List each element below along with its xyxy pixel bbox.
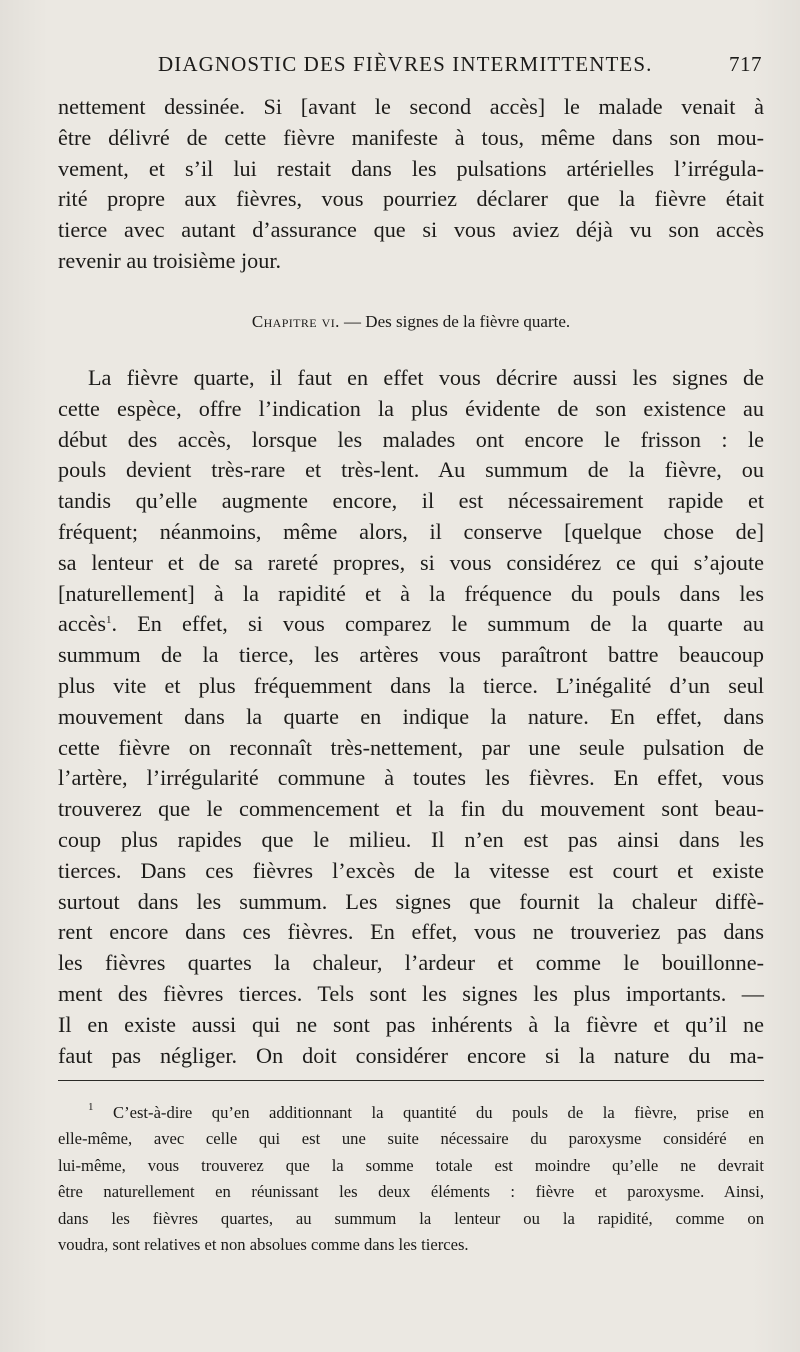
- footnote-reference[interactable]: 1: [106, 614, 112, 627]
- chapter-label: Chapitre vi.: [251, 312, 340, 331]
- text-line: plus vite et plus fréquemment dans la tierce. L’inégalité d’un seul: [58, 672, 764, 698]
- footnote-line: être naturellement en réunissant les deux éléments : fièvre et paroxysme. Ainsi,: [58, 1182, 764, 1202]
- text-line: être délivré de cette fièvre manifeste à tous, même dans son mou-: [58, 124, 764, 150]
- text-line: cette fièvre on reconnaît très-nettement, par une seule pulsation de: [58, 734, 764, 760]
- text-line: rité propre aux fièvres, vous pourriez déclarer que la fièvre était: [58, 186, 764, 212]
- text-line: faut pas négliger. On doit considérer encore si la nature du ma-: [58, 1042, 764, 1068]
- paragraph-quarte-fever: [58, 363, 764, 1071]
- text-line: La fièvre quarte, il faut en effet vous décrire aussi les signes de: [88, 365, 764, 390]
- text-line: fréquent; néanmoins, même alors, il conserve [quelque chose de]: [58, 518, 764, 544]
- text-line: tierces. Dans ces fièvres l’excès de la vitesse est court et existe: [58, 857, 764, 883]
- text-line: tandis qu’elle augmente encore, il est nécessairement rapide et: [58, 488, 764, 514]
- text-fragment: accès: [58, 611, 107, 637]
- text-line: ment des fièvres tierces. Tels sont les signes les plus importants. —: [58, 980, 764, 1006]
- footnote-line: [58, 1100, 764, 1126]
- footnote-line: voudra, sont relatives et non absolues comme dans les tierces.: [58, 1234, 469, 1254]
- chapter-heading: [58, 312, 764, 332]
- footnote-line: lui-même, vous trouverez que la somme totale est moindre qu’elle ne devrait: [58, 1155, 764, 1175]
- text-line: [58, 609, 764, 640]
- page-header: [58, 52, 764, 84]
- chapter-title: — Des signes de la fièvre quarte.: [344, 312, 571, 331]
- paragraph-continuation: [58, 92, 764, 277]
- text-line: tierce avec autant d’assurance que si vous aviez déjà vu son accès: [58, 217, 764, 243]
- text-line: nettement dessinée. Si [avant le second accès] le malade venait à: [58, 94, 764, 119]
- text-line: coup plus rapides que le milieu. Il n’en est pas ainsi dans les: [58, 826, 764, 852]
- running-title: DIAGNOSTIC DES FIÈVRES INTERMITTENTES.: [158, 52, 653, 76]
- text-line: mouvement dans la quarte en indique la nature. En effet, dans: [58, 703, 764, 729]
- text-line: Il en existe aussi qui ne sont pas inhérents à la fièvre et qu’il ne: [58, 1011, 764, 1037]
- text-line: début des accès, lorsque les malades ont encore le frisson : le: [58, 426, 764, 452]
- text-line: [naturellement] à la rapidité et à la fréquence du pouls dans les: [58, 580, 764, 606]
- text-line: summum de la tierce, les artères vous paraîtront battre beaucoup: [58, 642, 764, 668]
- text-line: l’artère, l’irrégularité commune à toutes les fièvres. En effet, vous: [58, 765, 764, 791]
- text-line: revenir au troisième jour.: [58, 247, 282, 273]
- text-line: vement, et s’il lui restait dans les pulsations artérielles l’irrégula-: [58, 155, 764, 181]
- text-line: trouverez que le commencement et la fin du mouvement sont beau-: [58, 796, 764, 822]
- text-line: cette espèce, offre l’indication la plus évidente de son existence au: [58, 395, 764, 421]
- text-line: pouls devient très-rare et très-lent. Au summum de la fièvre, ou: [58, 457, 764, 483]
- text-line: sa lenteur et de sa rareté propres, si vous considérez ce qui s’ajoute: [58, 549, 764, 575]
- text-line: surtout dans les summum. Les signes que fournit la chaleur diffè-: [58, 888, 764, 914]
- text-line: rent encore dans ces fièvres. En effet, vous ne trouveriez pas dans: [58, 919, 764, 945]
- page-number: 717: [729, 52, 762, 76]
- footnote: [58, 1100, 764, 1258]
- text-line: les fièvres quartes la chaleur, l’ardeur et comme le bouillonne-: [58, 950, 764, 976]
- text-fragment: C’est-à-dire qu’en additionnant la quantité du pouls de la fièvre, prise en: [113, 1103, 764, 1122]
- footnote-line: elle-même, avec celle qui est une suite nécessaire du paroxysme considéré en: [58, 1129, 764, 1149]
- text-fragment: . En effet, si vous comparez le summum de la quarte au: [111, 611, 764, 637]
- footnote-marker: 1: [88, 1101, 94, 1113]
- footnote-line: dans les fièvres quartes, au summum la lenteur ou la rapidité, comme on: [58, 1208, 764, 1228]
- footnote-divider: [58, 1080, 764, 1081]
